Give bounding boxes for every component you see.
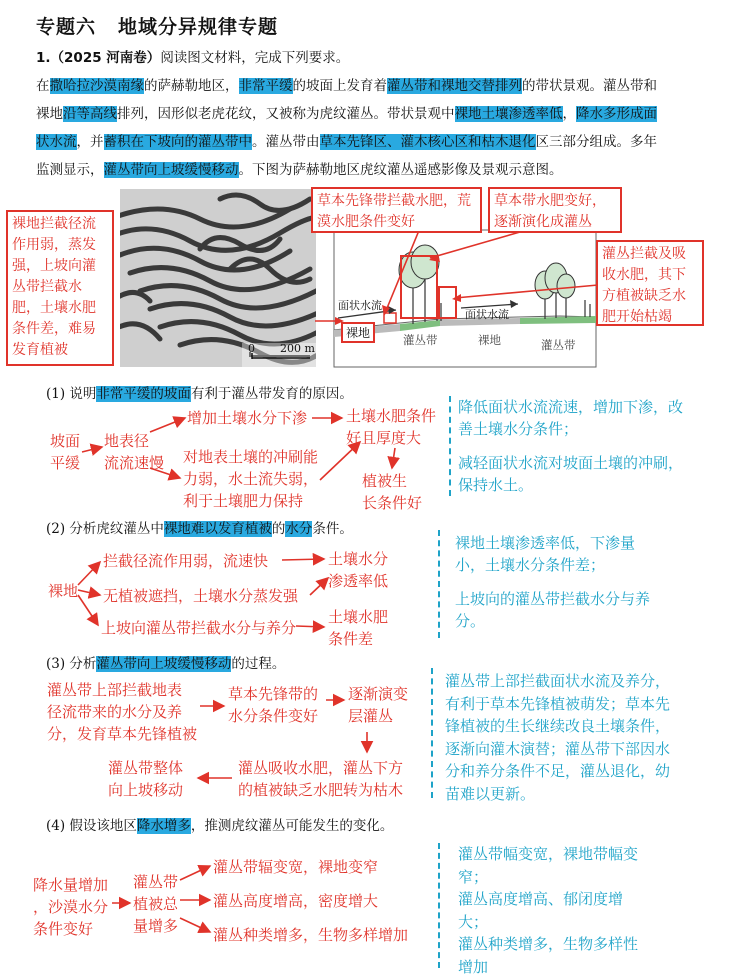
text: 在	[36, 78, 50, 94]
q4-node-c: 灌丛带辐变宽，裸地变窄	[213, 858, 379, 876]
label-surface-flow-2: 面状水流	[465, 308, 509, 321]
highlight: 降水多形成面	[576, 106, 657, 122]
highlight: 非常平缓	[238, 78, 293, 94]
annotation-herb-pioneer: 草本先锋带拦截水肥，荒漠水肥条件变好	[311, 187, 482, 233]
text: (2) 分析虎纹灌丛中	[46, 521, 164, 537]
highlight: 降水增多	[136, 818, 191, 834]
answer-line: 灌丛种类增多，生物多样性增加	[458, 935, 639, 976]
q3-node-c: 逐渐演变 层灌丛	[348, 685, 409, 725]
text: 的坡面上发育着	[292, 78, 387, 94]
highlight: 灌丛带向上坡缓慢移动	[103, 162, 239, 178]
q1-node-e: 土壤水肥条件 好且厚度大	[346, 407, 437, 447]
question-number: 1.	[36, 50, 51, 66]
text: 条件。	[312, 521, 353, 537]
highlight: 裸地土壤渗透率低	[454, 106, 563, 122]
answer-line: 灌丛高度增高、郁闭度增大；	[458, 890, 624, 931]
label-bare-boxed: 裸地	[341, 322, 375, 343]
question-source: （2025 河南卷）	[50, 50, 161, 66]
text: 监测显示，	[36, 162, 104, 178]
text: 。灌丛带由	[252, 134, 320, 150]
label-shrub-band-1: 灌丛带	[403, 333, 438, 347]
highlight: 草本先锋区、灌木核心区和枯木退化	[319, 134, 536, 150]
annotation-shrub-absorb: 灌丛拦截及吸收水肥，其下方植被缺乏水肥开始枯竭	[596, 240, 704, 326]
q4-node-d: 灌丛高度增高，密度增大	[213, 892, 379, 910]
q3-node-a: 灌丛带上部拦截地表 径流带来的水分及养 分，发育草本先锋植被	[47, 681, 198, 743]
q1-node-f: 植被生 长条件好	[362, 472, 423, 512]
annotation-bare-land: 裸地拦截径流作用弱，蒸发强，上坡向灌丛带拦截水肥，土壤水肥条件差，难易发育植被	[6, 210, 114, 366]
label-surface-flow-1: 面状水流	[338, 299, 382, 312]
scale-zero: 0	[248, 342, 255, 355]
answer-line: 减轻面状水流对坡面土壤的冲刷，保持水土。	[458, 454, 684, 494]
text: 有利于灌丛带发育的原因。	[190, 386, 353, 402]
highlight: 非常平缓的坡面	[96, 386, 191, 402]
answer-line: 降低面状水流流速，增加下渗，改善土壤水分条件；	[458, 398, 684, 438]
text: 区三部分组成。多年	[535, 134, 657, 150]
text: ，推测虎纹灌丛可能发生的变化。	[190, 818, 394, 834]
annotation-herb-evolve: 草本带水肥变好，逐渐演化成灌丛	[488, 187, 622, 233]
text: 排列，因形似老虎花纹，又被称为虎纹灌丛。带状景观中	[117, 106, 455, 122]
highlight: 灌丛带向上坡缓慢移动	[96, 656, 232, 672]
q2-node-e: 土壤水分 渗透率低	[328, 550, 389, 590]
q1-node-b: 地表径 流流速慢	[104, 432, 165, 472]
label-bare-2: 裸地	[478, 333, 501, 347]
q4-node-e: 灌丛种类增多，生物多样增加	[213, 926, 409, 944]
highlight: 水分	[285, 521, 313, 537]
text: 。下图为萨赫勒地区虎纹灌丛遥感影像及景观示意图。	[238, 162, 563, 178]
text: ，	[562, 106, 576, 122]
question-instruction: 阅读图文材料，完成下列要求。	[160, 50, 350, 66]
q2-node-c: 无植被遮挡，土壤水分蒸发强	[103, 587, 299, 605]
label-shrub-band-2: 灌丛带	[541, 338, 576, 352]
highlight: 撒哈拉沙漠南缘	[49, 78, 144, 94]
text: 的过程。	[231, 656, 286, 672]
q1-node-c: 增加土壤水分下渗	[187, 409, 308, 427]
q3-node-e: 灌丛带整体 向上坡移动	[108, 759, 184, 799]
text: (3) 分析	[46, 656, 97, 672]
topic-number: 专题六	[36, 16, 97, 38]
q2-node-a: 裸地	[48, 582, 79, 600]
q3-node-d: 灌丛吸收水肥，灌丛下方 的植被缺乏水肥转为枯木	[238, 759, 404, 799]
text: 的	[271, 521, 286, 537]
text: ，并	[76, 134, 104, 150]
q2-node-f: 土壤水肥 条件差	[328, 608, 389, 648]
answer-line: 灌丛带幅变宽，裸地带幅变窄；	[458, 845, 639, 886]
text: 裸地	[36, 106, 63, 122]
scale-length: 200 m	[280, 342, 315, 355]
topic-title: 地域分异规律专题	[118, 16, 279, 38]
q4-node-a: 降水量增加 ，沙漠水分 条件变好	[33, 876, 109, 938]
text: 的萨赫勒地区，	[144, 78, 239, 94]
answer-line: 上坡向的灌丛带拦截水分与养分。	[455, 590, 651, 630]
highlight: 蓄积在下坡向的灌丛带中	[103, 134, 252, 150]
q2-node-b: 拦截径流作用弱，流速快	[103, 552, 269, 570]
q3-node-b: 草本先锋带的 水分条件变好	[228, 685, 319, 725]
text: (4) 假设该地区	[46, 818, 137, 834]
text: 的带状景观。灌丛带和	[522, 78, 657, 94]
highlight: 裸地难以发育植被	[163, 521, 272, 537]
highlight: 灌丛带和裸地交替排列	[387, 78, 522, 94]
q4-node-b: 灌丛带 植被总 量增多	[133, 873, 179, 935]
q1-node-a: 坡面 平缓	[50, 432, 81, 472]
q2-node-d: 上坡向灌丛带拦截水分与养分	[101, 619, 297, 637]
text: (1) 说明	[46, 386, 97, 402]
q3-answer: 灌丛带上部拦截面状水流及养分，有利于草本先锋植被萌发；草本先锋植被的生长继续改良土壤条件，逐渐向灌木演替；灌丛带下部因水分和养分条件不足，灌丛退化，幼苗难以更新。	[445, 672, 671, 803]
answer-line: 裸地土壤渗透率低，下渗量小，土壤水分条件差；	[455, 534, 636, 574]
q1-node-d: 对地表土壤的冲刷能 力弱，水土流失弱， 利于土壤肥力保持	[183, 448, 319, 510]
highlight: 状水流	[36, 134, 77, 150]
highlight: 沿等高线	[63, 106, 117, 122]
